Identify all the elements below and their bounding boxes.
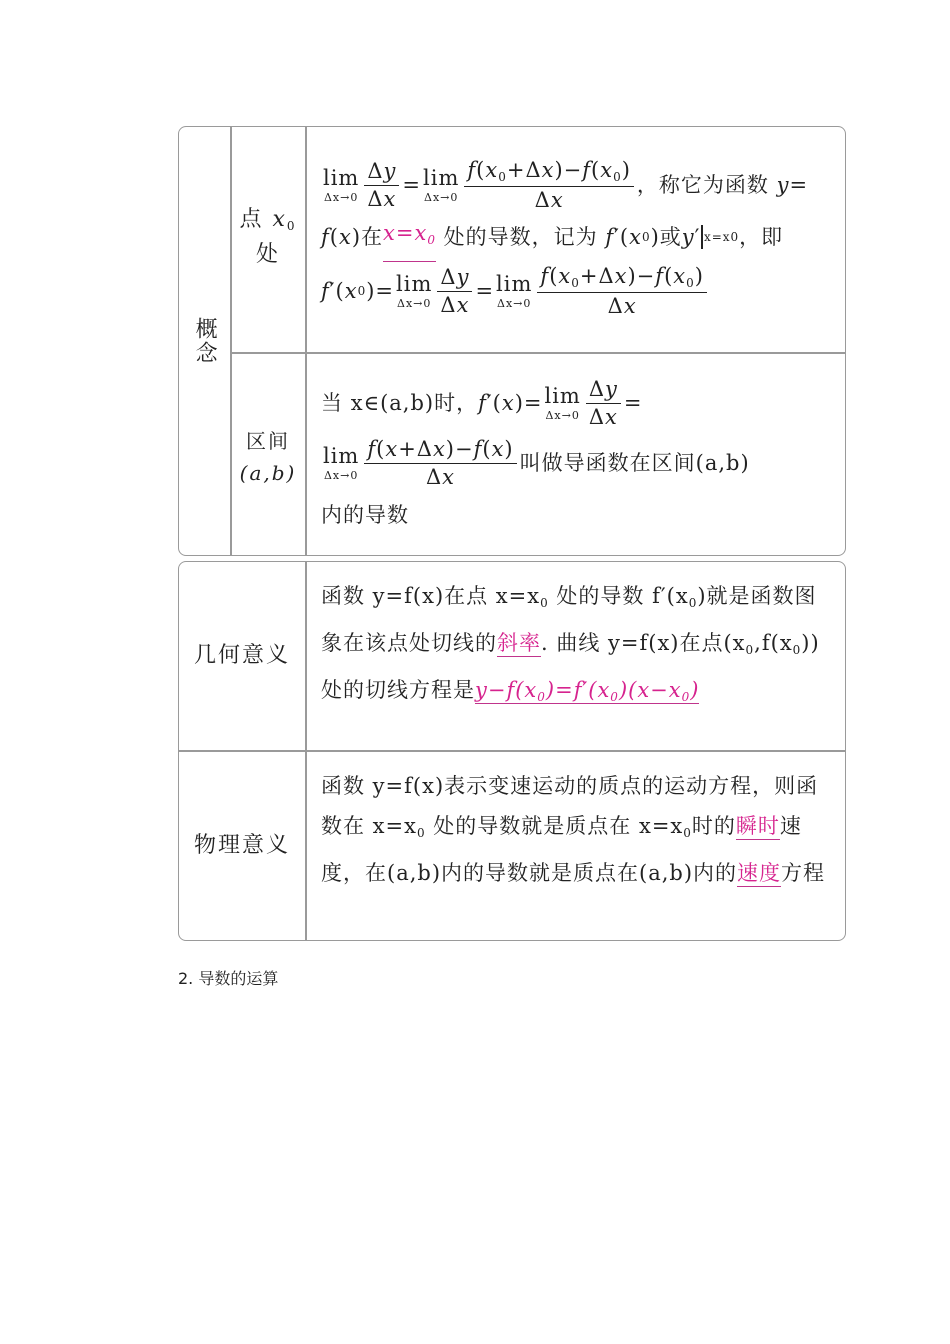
interval-label: 区间 (a,b) bbox=[239, 429, 297, 485]
geometric-meaning-label: 几何意义 bbox=[193, 643, 290, 669]
physical-meaning-text: 函数 y=f(x)表示变速运动的质点的运动方程，则函数在 $x=x_0$ 处的导数就是质点在 $x=x_0$时的瞬时速度，在(a,b)内的导数就是质点在(a,b)内的速度方程 bbox=[321, 774, 826, 885]
meaning-table bbox=[178, 561, 846, 941]
physical-meaning-label: 物理意义 bbox=[193, 832, 290, 858]
geometric-meaning-text: 函数 y=f(x)在点 $x=x_0$ 处的导数 $f'(x_0)$就是函数图象在该点处切线的斜率. 曲线 y=f(x)在点$(x_0,f(x_0))$处的切线方程是$y-f(x_0)=f'(x_0)(x-x_0)$ bbox=[321, 584, 820, 704]
concept-table bbox=[178, 126, 846, 556]
section-heading: 2. 导数的运算 bbox=[178, 969, 279, 988]
point-derivative-definition: lim Δx→0 $\frac{\Delta y}{\Delta x}$ = lim Δx→0 $\frac{f(x_0+\Delta x)-f(x_0)}{\Delta x}$ ，称它为函数 y = f ( x ) 在 $x=x_0$ 处的导数，记为 f ′( x 0 ) 或 y ′ x=x0 ，即 f ′( x 0 )= lim Δx→0 $\frac{\Delta y}{\Delta x}$ = lim Δx→0 $\frac{f(x_0+\Delta x)-f(x_0)}{\Delta x}$ bbox=[321, 158, 809, 318]
point-label: 点 $x_0$ 处 bbox=[239, 206, 297, 267]
interval-derivative-definition: 当 x∈(a,b)时， f ′( x )= lim Δx→0 $\frac{\Delta y}{\Delta x}$ = lim Δx→0 $\frac{f(x+\Delta x)-f(x)}{\Delta x}$ 叫做导函数在区间(a,b) 内的导数 bbox=[321, 377, 750, 527]
concept-label: 概念 bbox=[192, 317, 218, 365]
